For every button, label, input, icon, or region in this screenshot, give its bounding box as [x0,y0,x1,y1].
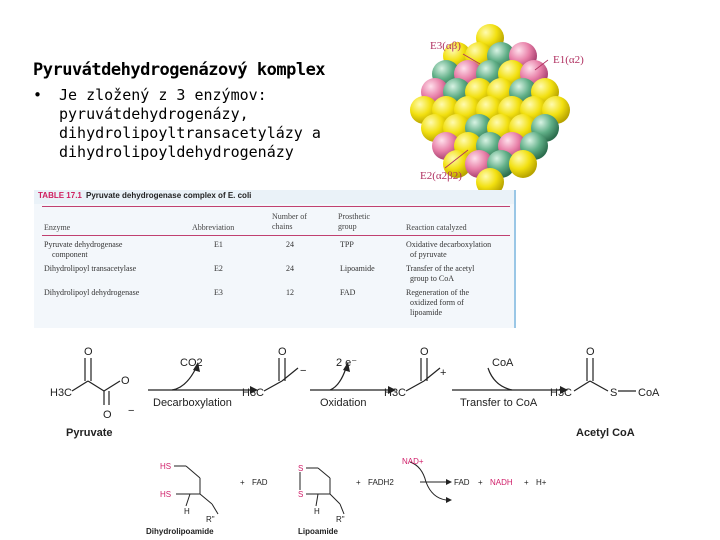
acetyl-coa-label: Acetyl CoA [576,427,635,439]
lipoamide-labels [146,457,547,536]
atom-label: O [121,375,130,387]
lipoamide-label: Lipoamide [298,527,339,536]
atom-label: S [610,387,618,399]
step-decarboxylation: Decarboxylation [153,397,232,409]
e1-label: E1(α2) [553,54,584,66]
dihydrolipoamide-label: Dihydrolipoamide [146,527,214,536]
step-oxidation: Oxidation [320,397,367,409]
co2-label: CO2 [180,357,203,369]
table-caption: Pyruvate dehydrogenase complex of E. coli [86,191,252,200]
r-group-label: R" [206,515,215,524]
fadh2-label: FADH2 [368,478,394,487]
table-cell-abbr: E3 [214,288,223,297]
atom-label: O [278,346,287,358]
table-cell-group: Lipoamide [340,264,375,273]
charge-label: − [128,405,135,417]
e3-label: E3(αβ) [430,40,461,52]
thiol-label: HS [160,462,172,471]
table-cell-reaction: Transfer of the acetyl group to CoA [406,264,475,283]
atom-label: O [420,346,429,358]
atom-label: O [586,346,595,358]
step-transfer: Transfer to CoA [460,397,538,409]
table-number: TABLE 17.1 [38,191,82,200]
table-header-cell: Abbreviation [192,223,235,232]
table-cell-chains: 24 [286,264,294,273]
atom-label: H3C [242,387,265,399]
atom-label: O [84,346,93,358]
table-cell-reaction: Oxidative decarboxylation of pyruvate [406,240,492,259]
slide-title: Pyruvátdehydrogenázový komplex [33,60,326,80]
table-header-cell: Enzyme [44,223,71,232]
table-header-cell: Prosthetic group [338,212,370,231]
atom-label: O [103,409,112,421]
h-plus-label: H+ [536,478,547,487]
atom-label: H [314,507,320,516]
nadh-label: NADH [490,478,513,487]
e2-label: E2(α2β2) [420,170,462,182]
bullet-line: pyruvátdehydrogenázy, [59,105,249,123]
bullet-line: Je zložený z 3 enzýmov: [59,86,267,104]
table-cell-reaction: Regeneration of the oxidized form of lipoamide [406,288,470,317]
electron-label: 2 e⁻ [336,357,358,369]
table-cell-chains: 24 [286,240,294,249]
plus-sign: + [356,478,361,487]
thiol-label: HS [160,490,172,499]
table-header-cell: Number of chains [272,212,307,231]
table-header-cell: Reaction catalyzed [406,223,467,232]
table-cell-chains: 12 [286,288,294,297]
atom-label: H3C [50,387,73,399]
bullet-marker: • [33,86,43,104]
sulfur-label: S [298,464,304,473]
table-cell-enzyme: Pyruvate dehydrogenase component [44,240,123,259]
table-cell-enzyme: Dihydrolipoyl dehydrogenase [44,288,140,297]
bullet-line: dihydrolipoyldehydrogenázy [59,143,294,161]
table-cell-enzyme: Dihydrolipoyl transacetylase [44,264,137,273]
atom-label: CoA [638,387,660,399]
fad-label: FAD [252,478,268,487]
fad-label: FAD [454,478,470,487]
atom-label: H [184,507,190,516]
coa-label: CoA [492,357,514,369]
pyruvate-label: Pyruvate [66,427,113,439]
table-cell-abbr: E1 [214,240,223,249]
nad-label: NAD+ [402,457,424,466]
atom-label: H3C [384,387,407,399]
reaction-labels [50,346,660,439]
charge-label: − [300,365,307,377]
plus-sign: + [240,478,245,487]
r-group-label: R" [336,515,345,524]
table-cell-group: TPP [340,240,354,249]
table-cell-group: FAD [340,288,356,297]
plus-sign: + [478,478,483,487]
sulfur-label: S [298,490,304,499]
bullet-line: dihydrolipoyltransacetylázy a [59,124,321,142]
table-cell-abbr: E2 [214,264,223,273]
atom-label: H3C [550,387,573,399]
charge-label: + [440,367,447,379]
plus-sign: + [524,478,529,487]
